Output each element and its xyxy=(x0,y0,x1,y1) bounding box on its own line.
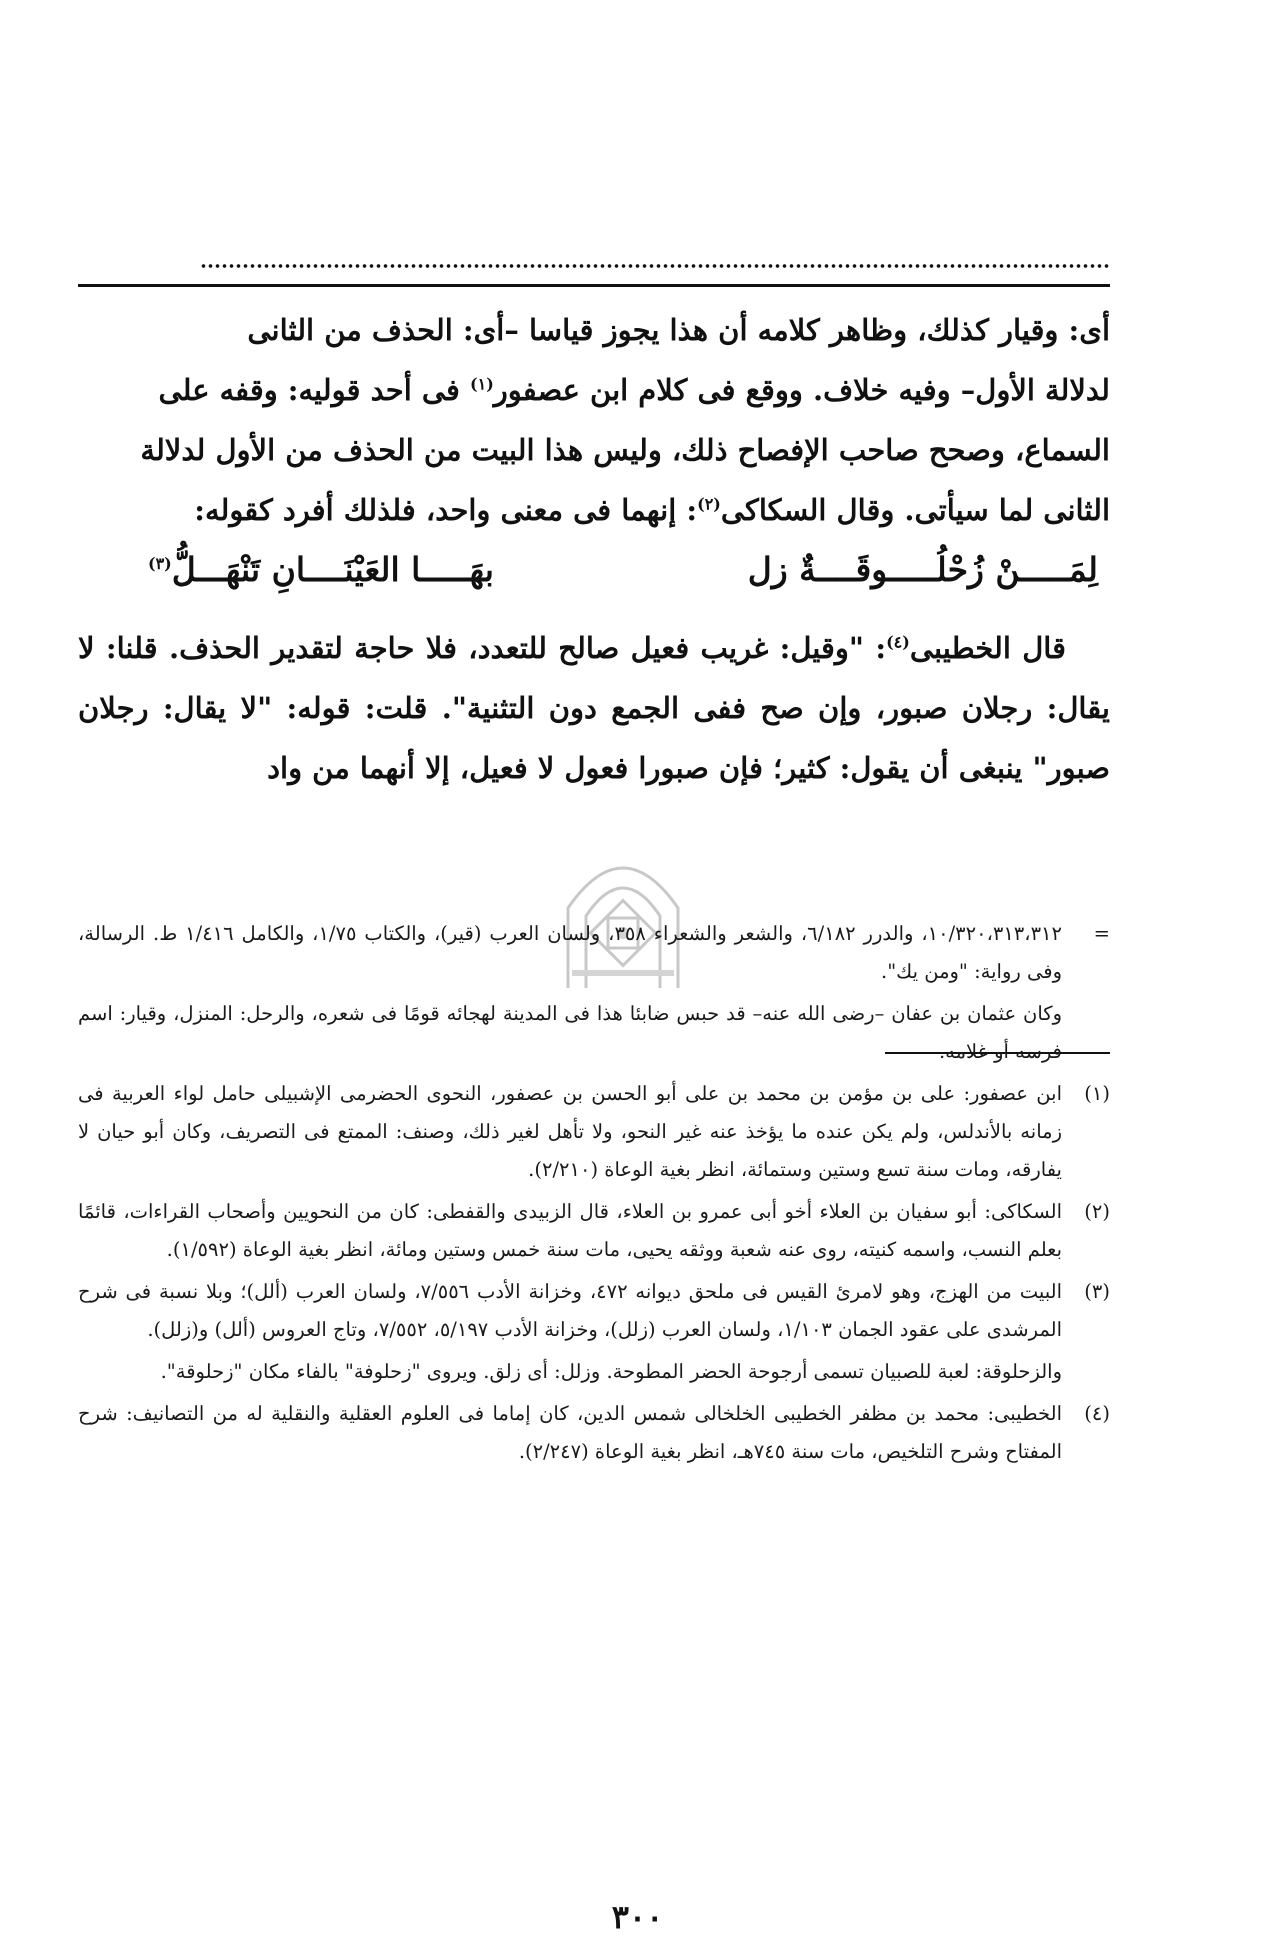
main-text xyxy=(78,300,1110,798)
footnote-note: والزحلوقة: لعبة للصبيان تسمى أرجوحة الحضر المطوحة. وزلل: أى زلق. ويروى "زحلوفة" بالفاء مكان "زحلوقة". xyxy=(160,1360,1062,1383)
paragraph: قال الخطيبى$^{(٤)}$: "وقيل: غريب فعيل صالح للتعدد، فلا حاجة لتقدير الحذف. قلنا: لا يقال: رجلان صبور، وإن صح ففى الجمع دون التثنية". قلت: قوله: "لا يقال: رجلان صبور" ينبغى أن يقول: كثير؛ فإن صبورا فعول لا فعيل، إلا أنهما من واد xyxy=(78,631,1110,785)
footnote-2: (٢) السكاكى: أبو سفيان بن العلاء أخو أبى عمرو بن العلاء، قال الزبيدى والقفطى: كان من النحويين وأصحاب القراءات، قائمًا بعلم النسب، واسمه كنيته، روى عنه شعبة ووثقه يحيى، مات سنة خمس وستين ومائة، انظر بغية الوعاة (١/٥٩٢). xyxy=(78,1193,1110,1269)
page-number: ٣٠٠ xyxy=(611,1898,664,1936)
text-line: الثانى لما سيأتى. وقال السكاكى$^{(٢)}$: إنهما فى معنى واحد، فلذلك أفرد كقوله: xyxy=(194,493,1110,527)
footnote-ref[interactable]: (٢) xyxy=(697,494,721,514)
footnote-number: (١) xyxy=(1084,1082,1110,1105)
footnote-number: (٣) xyxy=(1084,1280,1110,1303)
footnote-number: (٢) xyxy=(1084,1200,1110,1223)
footnote-3: (٣) البيت من الهزج، وهو لامرئ القيس فى ملحق ديوانه ٤٧٢، وخزانة الأدب ٧/٥٥٦، ولسان العرب (ألل)؛ وبلا نسبة فى شرح المرشدى على عقود الجمان ١/١٠٣، ولسان العرب (زلل)، وخزانة الأدب ٥/١٩٧، ٧/٥٥٢، وتاج العروس (ألل) و(زلل). xyxy=(78,1273,1110,1349)
header-rule xyxy=(78,284,1110,287)
footnote-note: وكان عثمان بن عفان –رضى الله عنه– قد حبس ضابئا هذا فى المدينة لهجائه قومًا فى شعره، والرحل: المنزل، وقيار: اسم فرسه أو غلامه. xyxy=(78,1002,1062,1063)
text-line: لدلالة الأول– وفيه خلاف. ووقع فى كلام ابن عصفور$^{(١)}$ فى أحد قوليه: وقفه على xyxy=(158,373,1110,407)
text-line: السماع، وصحح صاحب الإفصاح ذلك، وليس هذا البيت من الحذف من الأول لدلالة xyxy=(140,433,1110,467)
footnote-1: (١) ابن عصفور: على بن مؤمن بن محمد بن على أبو الحسن بن عصفور، النحوى الحضرمى الإشبيلى حامل لواء العربية فى زمانه بالأندلس، ولم يكن عنده ما يؤخذ عنه غير النحو، ولا تأهل لغير ذلك، وصنف: الممتع فى التصريف، وكان أبو حيان لا يفارقه، ومات سنة تسع وستين وستمائة، انظر بغية الوعاة (٢/٢١٠). xyxy=(78,1075,1110,1189)
text-line: أى: وقيار كذلك، وظاهر كلامه أن هذا يجوز قياسا –أى: الحذف من الثانى xyxy=(247,313,1110,347)
footnote-number: (٤) xyxy=(1084,1402,1110,1425)
footnote-continuation: = ١٠/٣٢٠،٣١٣،٣١٢، والدرر ٦/١٨٢، والشعر والشعراء ٣٥٨، ولسان العرب (قير)، والكتاب ١/٧٥، والكامل ١/٤١٦ ط. الرسالة، وفى رواية: "ومن يك". xyxy=(78,915,1110,991)
continuation-mark: = xyxy=(1093,922,1110,945)
footnotes xyxy=(78,915,1110,1475)
verse-second-hemistich: بهَـــــا العَيْنَــــانِ تَنْهَـــلُّ$^{(٣)}$ xyxy=(148,550,494,589)
header-dotted-line xyxy=(200,262,1110,270)
poetry-verse xyxy=(148,540,1098,600)
footnote-ref[interactable]: (١) xyxy=(470,374,494,394)
footnote-4: (٤) الخطيبى: محمد بن مظفر الخطيبى الخلخالى شمس الدين، كان إماما فى العلوم العقلية والنقلية له من التصانيف: شرح المفتاح وشرح التلخيص، مات سنة ٧٤٥هـ، انظر بغية الوعاة (٢/٢٤٧). xyxy=(78,1395,1110,1471)
footnote-ref[interactable]: (٣) xyxy=(148,554,172,573)
verse-first-hemistich: لِمَـــــنْ زُحْلُـــــوقَــــةٌ زل xyxy=(747,550,1098,589)
footnote-ref[interactable]: (٤) xyxy=(886,632,910,652)
